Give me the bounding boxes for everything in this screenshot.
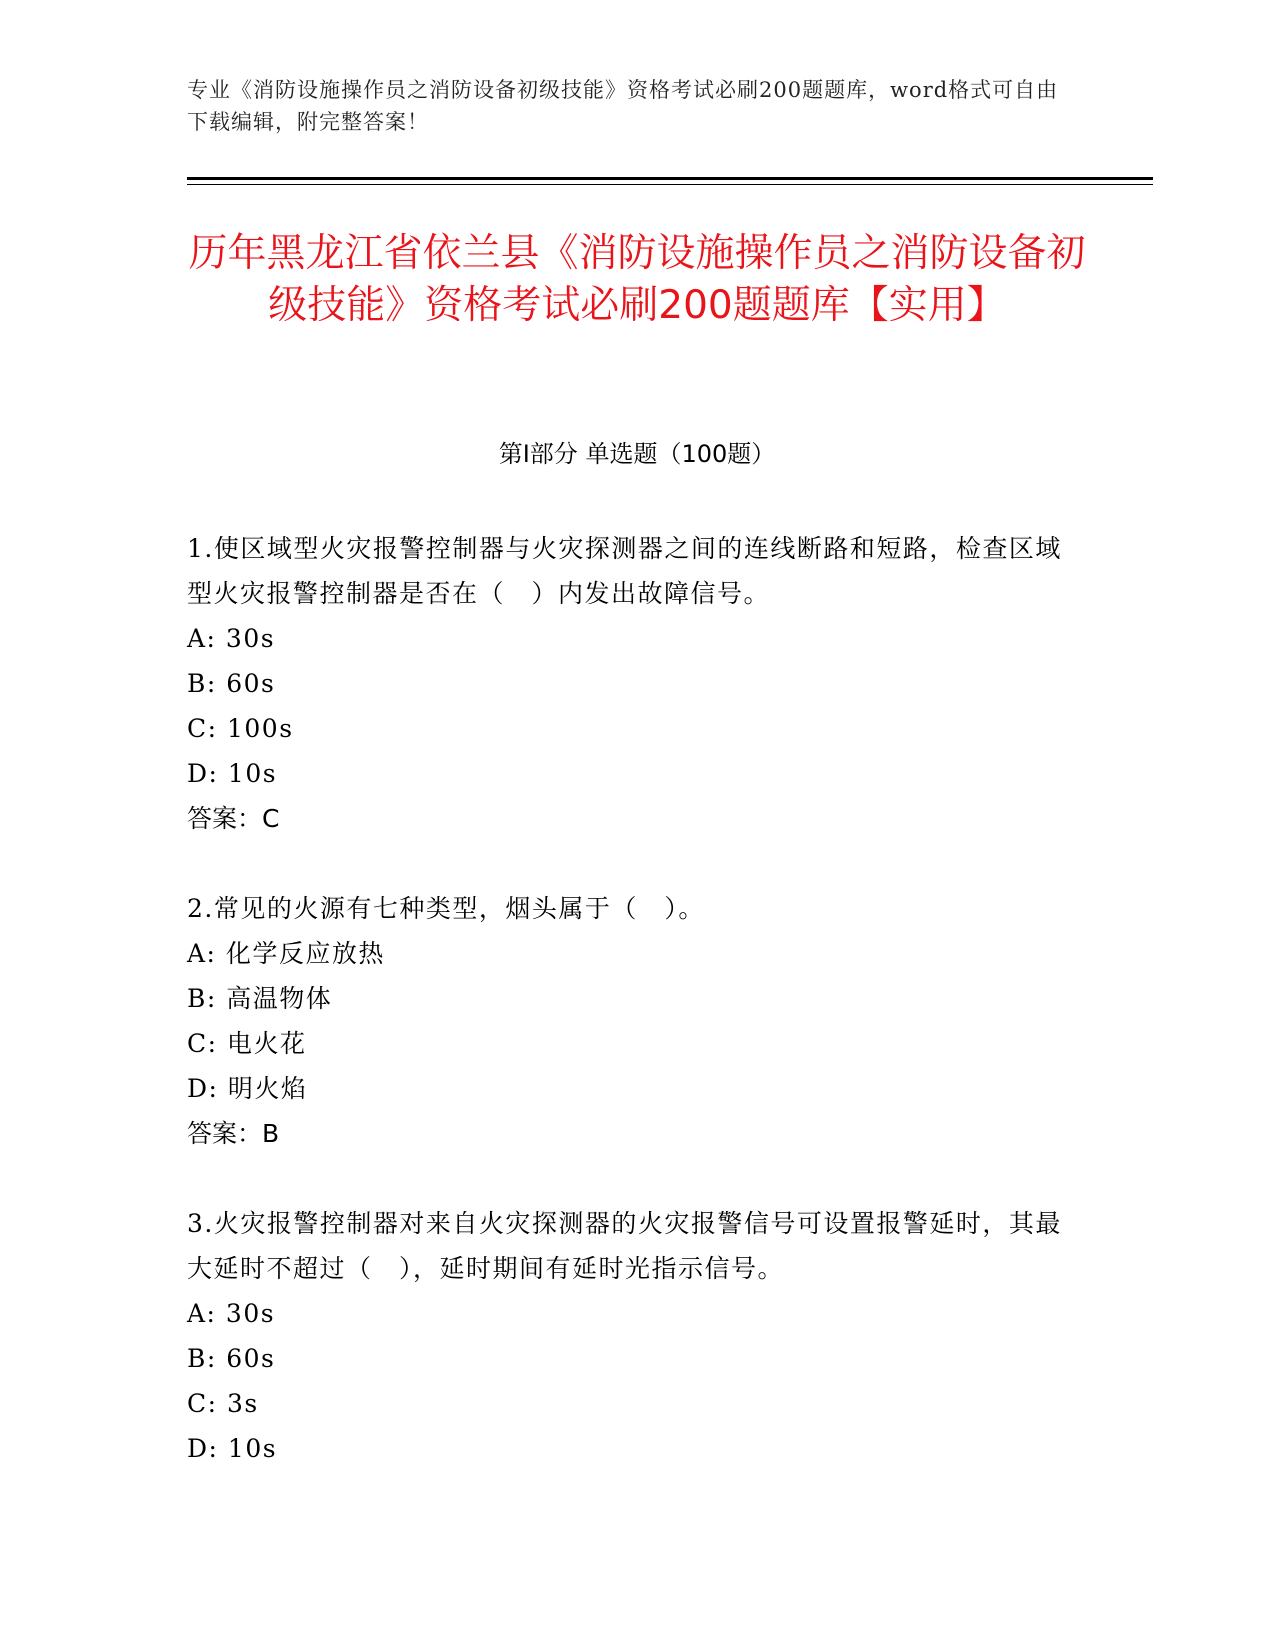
option-a: A: 30s — [187, 1299, 276, 1328]
option-b: B: 60s — [187, 1344, 276, 1373]
document-title: 历年黑龙江省依兰县《消防设施操作员之消防设备初级技能》资格考试必刷200题题库【实用】 — [188, 231, 1086, 328]
section-title: 第Ⅰ部分 单选题（100题） — [498, 440, 776, 468]
question-list — [187, 526, 1067, 1516]
option-a: A: 化学反应放热 — [187, 939, 385, 968]
header-note: 专业《消防设施操作员之消防设备初级技能》资格考试必刷200题题库，word格式可自由下载编辑，附完整答案！ — [187, 78, 1059, 134]
question-item — [187, 1201, 1067, 1471]
header-rule-thin — [187, 184, 1153, 185]
question-item — [187, 526, 1067, 841]
header-rule-thick — [187, 177, 1153, 180]
option-d: D: 10s — [187, 759, 278, 788]
option-c: C: 电火花 — [187, 1029, 307, 1058]
question-stem: 3.火灾报警控制器对来自火灾探测器的火灾报警信号可设置报警延时，其最大延时不超过（ ），延时期间有延时光指示信号。 — [187, 1209, 1062, 1283]
answer-line: 答案：C — [187, 804, 280, 833]
option-d: D: 10s — [187, 1434, 278, 1463]
answer-line: 答案：B — [187, 1119, 280, 1148]
question-stem: 2.常见的火源有七种类型，烟头属于（ ）。 — [187, 894, 705, 923]
option-a: A: 30s — [187, 624, 276, 653]
option-d: D: 明火焰 — [187, 1074, 308, 1103]
option-b: B: 高温物体 — [187, 984, 333, 1013]
option-b: B: 60s — [187, 669, 276, 698]
option-c: C: 100s — [187, 714, 294, 743]
question-item — [187, 886, 1067, 1156]
question-stem: 1.使区域型火灾报警控制器与火灾探测器之间的连线断路和短路，检查区域型火灾报警控制器是否在（ ）内发出故障信号。 — [187, 534, 1062, 608]
option-c: C: 3s — [187, 1389, 259, 1418]
